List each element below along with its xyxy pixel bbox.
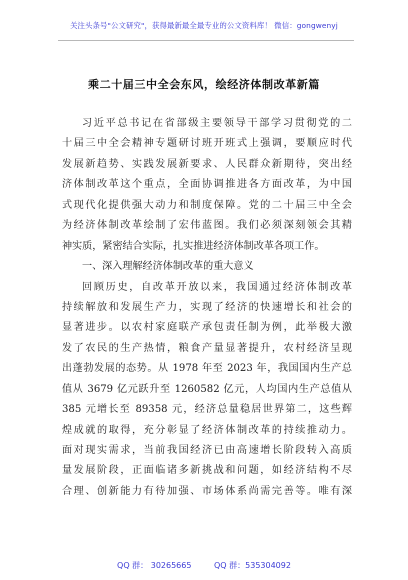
- header-notice: 关注头条号"公文研究"，获得最新最全最专业的公文资料库！ 微信：gongwenyj: [70, 21, 338, 30]
- paragraph-line: 为经济体制改革绘制了宏伟蓝图。我们必须深刻领会其精: [62, 220, 352, 232]
- paragraph-line: 发展新趋势、实践发展新要求、人民群众新期待，突出经: [62, 158, 352, 170]
- document-title: 乘二十届三中全会东风，绘经济体制改革新篇: [88, 78, 320, 91]
- paragraph-line: 值从 3679 亿元跃升至 1260582 亿元，人均国内生产总值从: [62, 383, 352, 395]
- paragraph-line: 出蓬勃发展的态势。从 1978 年至 2023 年，我国国内生产总: [62, 363, 352, 375]
- paragraph-line: 十届三中全会精神专题研讨班开班式上强调，要顺应时代: [62, 138, 352, 150]
- paragraph-line: 神实质，紧密结合实际，扎实推进经济体制改革各项工作。: [62, 240, 325, 252]
- paragraph-line: 式现代化提供强大动力和制度保障。党的二十届三中全会: [62, 199, 352, 211]
- header-divider: [58, 40, 354, 41]
- paragraph-line: 显著进步。以农村家庭联产承包责任制为例，此举极大激: [62, 322, 352, 334]
- paragraph-line: 385 元增长至 89358 元，经济总量稳居世界第二，这些辉: [62, 404, 352, 416]
- paragraph-line: 回顾历史，自改革开放以来，我国通过经济体制改革: [82, 281, 352, 293]
- paragraph-line: 合理、创新能力有待加强、市场体系尚需完善等。唯有深: [62, 485, 352, 497]
- footer-qq-group-1: QQ 群： 30265665: [117, 561, 192, 570]
- paragraph-line: 量发展阶段，正面临诸多新挑战和问题，如经济结构不尽: [62, 465, 352, 477]
- document-body: [62, 114, 352, 502]
- paragraph-line: 发了农民的生产热情，粮食产量显著提升，农村经济呈现: [62, 342, 352, 354]
- paragraph-line: 持续解放和发展生产力，实现了经济的快速增长和社会的: [62, 301, 352, 313]
- footer-contact: [0, 560, 408, 571]
- paragraph-line: 习近平总书记在省部级主要领导干部学习贯彻党的二: [82, 118, 352, 129]
- footer-qq-group-2: QQ 群：535304092: [214, 561, 291, 570]
- section-heading: 一、深入理解经济体制改革的重大意义: [82, 261, 254, 273]
- paragraph-line: 济体制改革这个重点，全面协调推进各方面改革，为中国: [62, 179, 352, 191]
- paragraph-line: 面对现实需求，当前我国经济已由高速增长阶段转入高质: [62, 445, 352, 456]
- paragraph-line: 煌成就的取得，充分彰显了经济体制改革的持续推动力。: [62, 424, 352, 436]
